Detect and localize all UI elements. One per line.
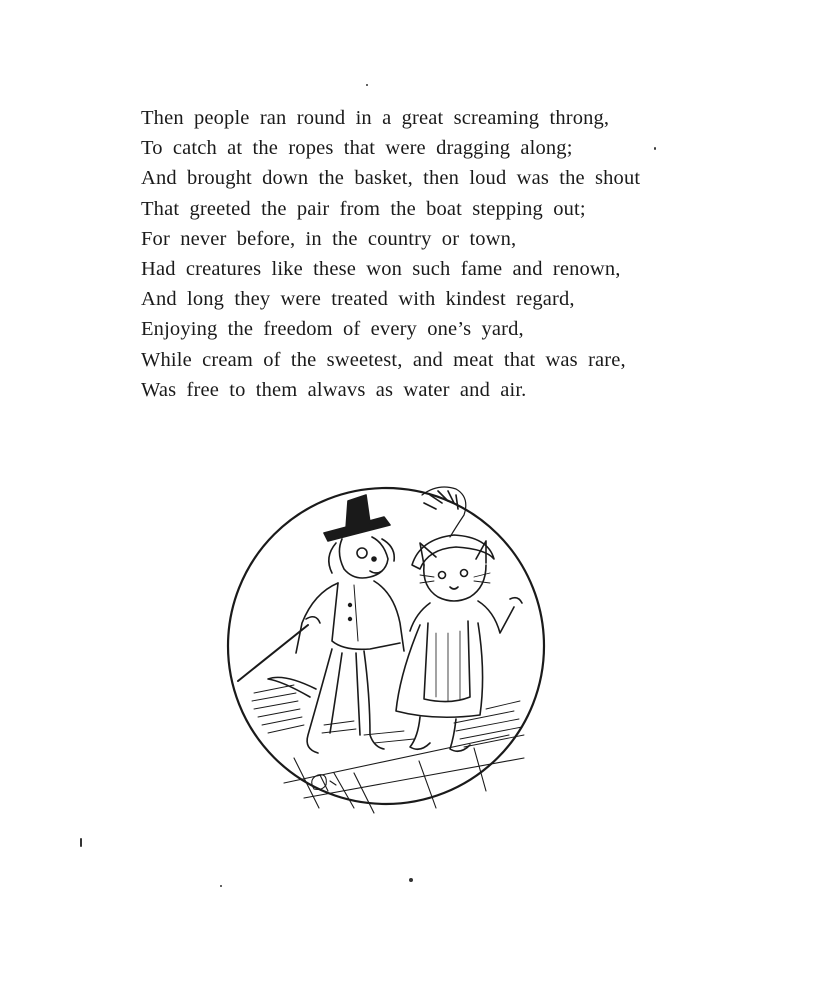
poem-line: Had creatures like these won such fame and renown, — [141, 257, 621, 280]
print-speck — [220, 885, 222, 887]
print-speck — [366, 84, 368, 86]
poem-stanza — [141, 103, 686, 405]
cat-figure — [396, 487, 522, 751]
floor-shading — [252, 685, 524, 747]
poem-line: For never before, in the country or town, — [141, 227, 517, 250]
poem-line: Enjoying the freedom of every one’s yard, — [141, 318, 524, 341]
poem-line: And brought down the basket, then loud was the shout — [141, 167, 641, 190]
poem-line: And long they were treated with kindest regard, — [141, 288, 575, 311]
dog-and-cat-illustration — [224, 473, 548, 819]
dog-figure — [238, 495, 404, 753]
floor-tiles — [284, 735, 524, 813]
poem-line: While cream of the sweetest, and meat that was rare, — [141, 348, 626, 371]
print-speck — [80, 838, 82, 847]
print-speck — [654, 147, 656, 150]
poem-line: Then people ran round in a great screaming throng, — [141, 107, 610, 129]
print-speck — [409, 878, 413, 882]
poem-line: To catch at the ropes that were dragging along; — [141, 137, 573, 160]
poem-line: Was free to them alwavs as water and air. — [141, 378, 527, 401]
poem-line: That greeted the pair from the boat stepping out; — [141, 197, 586, 220]
